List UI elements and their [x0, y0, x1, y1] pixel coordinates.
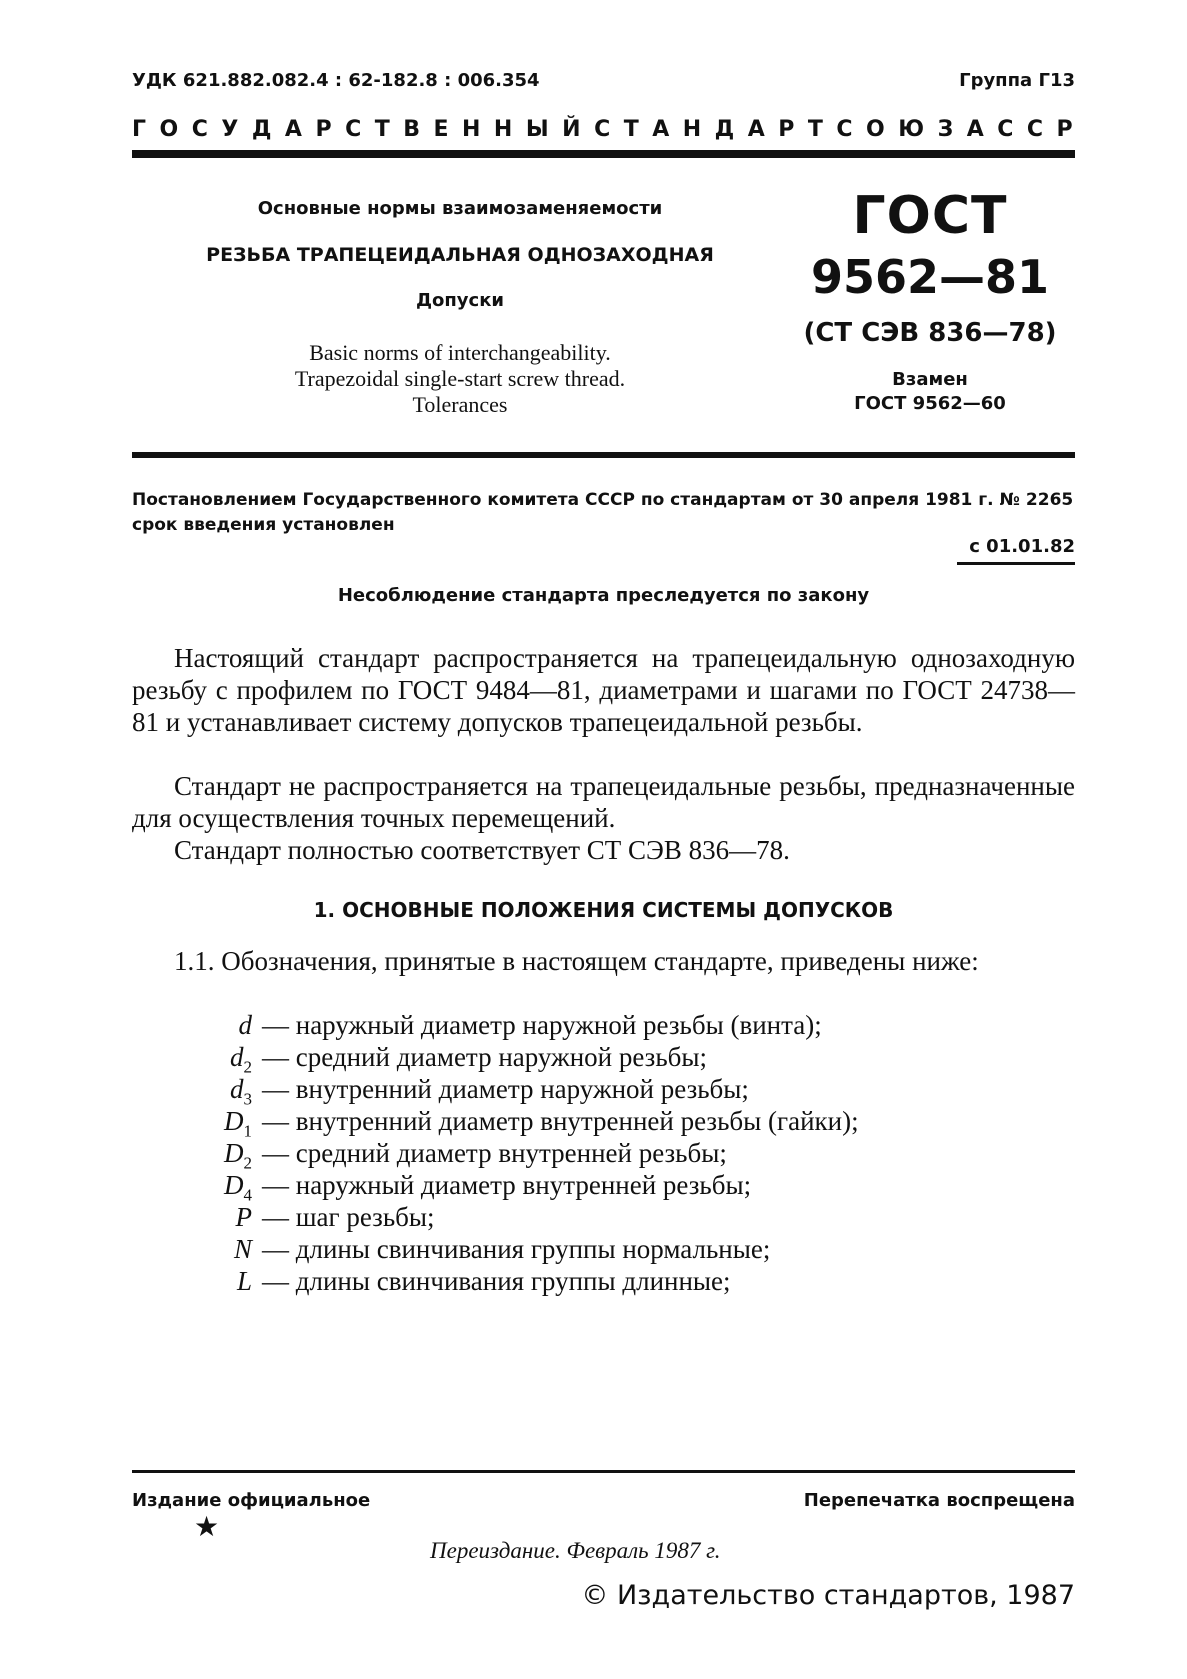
decree-text: Постановлением Государственного комитета СССР по стандартам от 30 апреля 1981 г. № 2265 срок введения установлен [132, 490, 1074, 535]
english-title-line: Basic norms of interchangeability. [309, 340, 611, 365]
st-sev-reference: (СТ СЭВ 836—78) [803, 318, 1057, 348]
paragraph-1-1: 1.1. Обозначения, принятые в настоящем стандарте, приведены ниже: [174, 946, 979, 976]
definition-item [132, 1041, 859, 1077]
definition-symbol: $d_3$ [230, 1074, 252, 1109]
title-divider [132, 452, 1075, 458]
definition-text: — наружный диаметр внутренней резьбы; [262, 1170, 752, 1200]
definition-text: — внутренний диаметр внутренней резьбы (гайки); [262, 1106, 859, 1136]
definition-symbol: P [235, 1202, 252, 1232]
definitions-list [132, 1009, 859, 1297]
section-1-title: 1. ОСНОВНЫЕ ПОЛОЖЕНИЯ СИСТЕМЫ ДОПУСКОВ [313, 898, 894, 922]
copyright: © Издательство стандартов, 1987 [581, 1580, 1075, 1611]
official-edition: Издание официальное [132, 1490, 371, 1511]
group-code: Группа Г13 [959, 70, 1075, 91]
banner-word: СОЮЗА [836, 117, 998, 142]
document-title: РЕЗЬБА ТРАПЕЦЕИДАЛЬНАЯ ОДНОЗАХОДНАЯ [206, 244, 714, 266]
legal-warning: Несоблюдение стандарта преследуется по закону [337, 585, 870, 606]
definition-symbol: N [233, 1234, 252, 1264]
banner-word: ССР [997, 117, 1087, 142]
paragraph-conformity: Стандарт полностью соответствует СТ СЭВ 836—78. [174, 835, 790, 865]
definition-item [132, 1265, 859, 1297]
definition-text: — наружный диаметр наружной резьбы (винта); [262, 1010, 822, 1040]
definition-text: — внутренний диаметр наружной резьбы; [262, 1074, 749, 1104]
definition-item [132, 1073, 859, 1109]
definition-item [132, 1169, 859, 1205]
replaces-block [780, 368, 1080, 416]
definition-text: — средний диаметр внутренней резьбы; [262, 1138, 727, 1168]
gost-number: 9562—81 [810, 250, 1050, 304]
header-divider [132, 150, 1075, 158]
definition-item [132, 1233, 859, 1265]
reprint-prohibited: Перепечатка воспрещена [803, 1490, 1075, 1511]
definition-item [132, 1105, 859, 1141]
replaces-standard: ГОСТ 9562—60 [854, 393, 1006, 414]
english-title [160, 340, 760, 418]
definition-symbol: $D_1$ [224, 1106, 252, 1141]
banner-word: СТАНДАРТ [594, 117, 837, 142]
definition-text: — длины свинчивания группы нормальные; [262, 1234, 771, 1264]
definition-text: — средний диаметр наружной резьбы; [262, 1042, 708, 1072]
definition-text: — шаг резьбы; [262, 1202, 435, 1232]
replaces-label: Взамен [892, 369, 968, 390]
definition-text: — длины свинчивания группы длинные; [262, 1266, 731, 1296]
paragraph-scope: Настоящий стандарт распространяется на трапецеидальную однозаходную резьбу с профилем по ГОСТ 9484—81, диаметрами и шагами по ГОСТ 24738—81 и устанавливает систему допусков трапецеидальной резьбы. [132, 643, 1075, 737]
definition-symbol: $D_2$ [224, 1138, 252, 1173]
definition-item [132, 1009, 859, 1041]
star-icon: ★ [194, 1510, 220, 1543]
udk-code: УДК 621.882.082.4 : 62-182.8 : 006.354 [132, 70, 540, 91]
date-underline [957, 562, 1075, 565]
effective-date: с 01.01.82 [969, 536, 1075, 557]
english-title-line: Trapezoidal single-start screw thread. [294, 366, 626, 391]
footer-divider [132, 1470, 1075, 1473]
banner-word: ГОСУДАРСТВЕННЫЙ [132, 117, 595, 142]
state-standard-banner [132, 117, 1087, 142]
definition-symbol: $d_2$ [230, 1042, 252, 1077]
definition-item [132, 1137, 859, 1173]
subtitle-tolerances: Допуски [415, 290, 505, 311]
definition-item [132, 1201, 859, 1233]
definition-symbol: $D_4$ [224, 1170, 252, 1205]
definition-symbol: L [236, 1266, 252, 1296]
subtitle-norms: Основные нормы взаимозаменяемости [257, 198, 663, 219]
english-title-line: Tolerances [412, 392, 508, 417]
definition-symbol: d [238, 1010, 252, 1040]
reissue-note: Переиздание. Февраль 1987 г. [430, 1538, 721, 1563]
gost-label: ГОСТ [852, 186, 1008, 246]
paragraph-exclusion: Стандарт не распространяется на трапецеидальные резьбы, предназначенные для осуществления точных перемещений. [132, 771, 1075, 833]
